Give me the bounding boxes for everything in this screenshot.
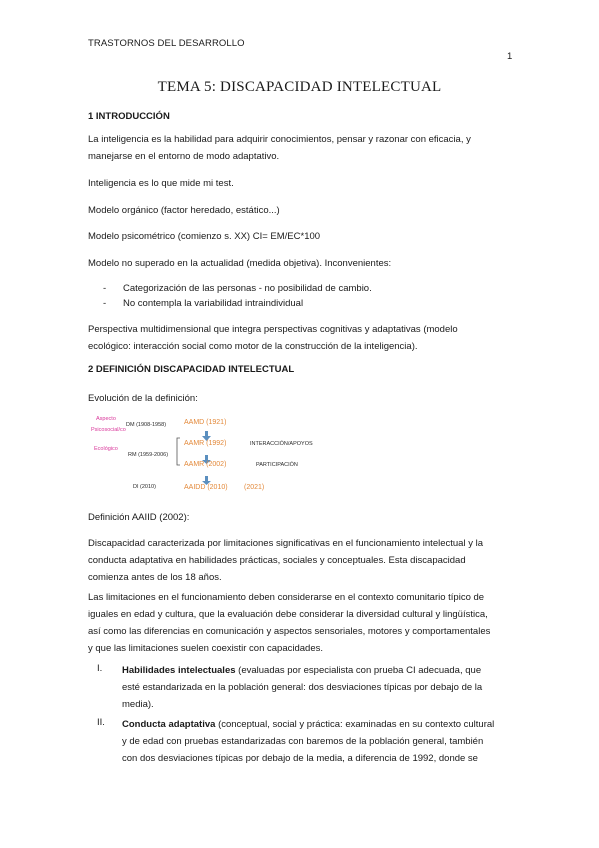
item-line-2: y de edad con pruebas estandarizadas con baremos de la población general, también	[122, 736, 484, 747]
bullet-item: Categorización de las personas - no posibilidad de cambio.	[123, 283, 372, 294]
definition-line-3: comienza antes de los 18 años.	[88, 572, 222, 583]
paragraph-multidimensional-line-2: ecológico: interacción social como motor de la construcción de la inteligencia).	[88, 341, 418, 352]
note-participacion: PARTICIPACIÓN	[256, 462, 298, 468]
item-title: Conducta adaptativa	[122, 719, 216, 730]
bullet-dash: -	[103, 298, 107, 309]
limitations-line-1: Las limitaciones en el funcionamiento deben considerarse en el contexto comunitario típico de	[88, 592, 485, 603]
limitations-line-3: así como las diferencias en comunicación y aspectos sensoriales, motores y comportamentales	[88, 626, 491, 637]
bracket	[177, 438, 180, 465]
page-title: TEMA 5: DISCAPACIDAD INTELECTUAL	[157, 79, 442, 95]
label-aspecto: Aspecto	[96, 416, 116, 422]
paragraph-test: Inteligencia es lo que mide mi test.	[88, 178, 234, 189]
paragraph-organic-model: Modelo orgánico (factor heredado, estático...)	[88, 205, 280, 216]
paragraph-psychometric-model: Modelo psicométrico (comienzo s. XX) CI= EM/EC*100	[88, 231, 321, 242]
arrow-shaft	[205, 455, 208, 460]
bullet-item: No contempla la variabilidad intraindividual	[123, 298, 304, 309]
term-dm: DM (1908-1958)	[126, 422, 167, 428]
bullet-dash: -	[103, 283, 107, 294]
section-heading-introduccion: 1 INTRODUCCIÓN	[88, 111, 170, 122]
limitations-line-2: iguales en edad y cultura, que la evaluación debe considerar la diversidad cultural y lingüística,	[88, 609, 488, 620]
item-line-1	[122, 662, 518, 679]
item-text: (conceptual, social y práctica: examinadas en su contexto cultural	[215, 719, 495, 730]
paragraph-inconvenientes: Modelo no superado en la actualidad (medida objetiva). Inconvenientes:	[88, 258, 392, 269]
org-aamr-1992: AAMR (1992)	[184, 440, 227, 447]
evolution-diagram	[88, 412, 328, 498]
arrow-shaft	[205, 431, 208, 436]
org-aamd: AAMD (1921)	[184, 419, 227, 426]
paragraph-definition-line-1: La inteligencia es la habilidad para adquirir conocimientos, pensar y razonar con eficacia, y	[88, 134, 471, 145]
definition-label: Definición AAIID (2002):	[88, 512, 190, 523]
term-di: DI (2010)	[133, 484, 156, 490]
item-numeral: II.	[97, 717, 105, 728]
limitations-line-4: y que las limitaciones suelen coexistir con capacidades.	[88, 643, 323, 654]
item-text: (evaluadas por especialista con prueba CI adecuada, que	[235, 665, 482, 676]
label-psicosocial: Psicosocial/co	[91, 427, 126, 433]
item-numeral: I.	[97, 663, 103, 674]
item-line-3: media).	[122, 699, 154, 710]
running-header: TRASTORNOS DEL DESARROLLO	[88, 38, 245, 49]
item-line-1	[122, 716, 518, 733]
section-heading-definicion: 2 DEFINICIÓN DISCAPACIDAD INTELECTUAL	[88, 364, 295, 375]
definition-line-2: conducta adaptativa en habilidades prácticas, sociales y conceptuales. Esta discapacidad	[88, 555, 466, 566]
org-aaidd-2021: (2021)	[244, 484, 265, 491]
paragraph-definition-line-2: manejarse en el entorno de modo adaptativo.	[88, 151, 280, 162]
definition-line-1: Discapacidad caracterizada por limitaciones significativas en el funcionamiento intelectual y la	[88, 538, 483, 549]
page-number: 1	[507, 51, 513, 62]
paragraph-multidimensional-line-1: Perspectiva multidimensional que integra perspectivas cognitivas y adaptativas (modelo	[88, 324, 458, 335]
note-interaccion: INTERACCIÓN/APOYOS	[250, 441, 313, 447]
evolution-label: Evolución de la definición:	[88, 393, 198, 404]
label-ecologico: Ecológico	[94, 446, 118, 452]
arrow-shaft	[205, 476, 208, 481]
item-line-2: esté estandarizada en la población general: dos desviaciones típicas por debajo de la	[122, 682, 483, 693]
org-aaidd: AAIDD (2010)	[184, 484, 228, 491]
org-aamr-2002: AAMR (2002)	[184, 461, 227, 468]
item-line-3: con dos desviaciones típicas por debajo de la media, a diferencia de 1992, donde se	[122, 753, 478, 764]
term-rm: RM (1959-2006)	[128, 452, 169, 458]
item-title: Habilidades intelectuales	[122, 665, 236, 676]
